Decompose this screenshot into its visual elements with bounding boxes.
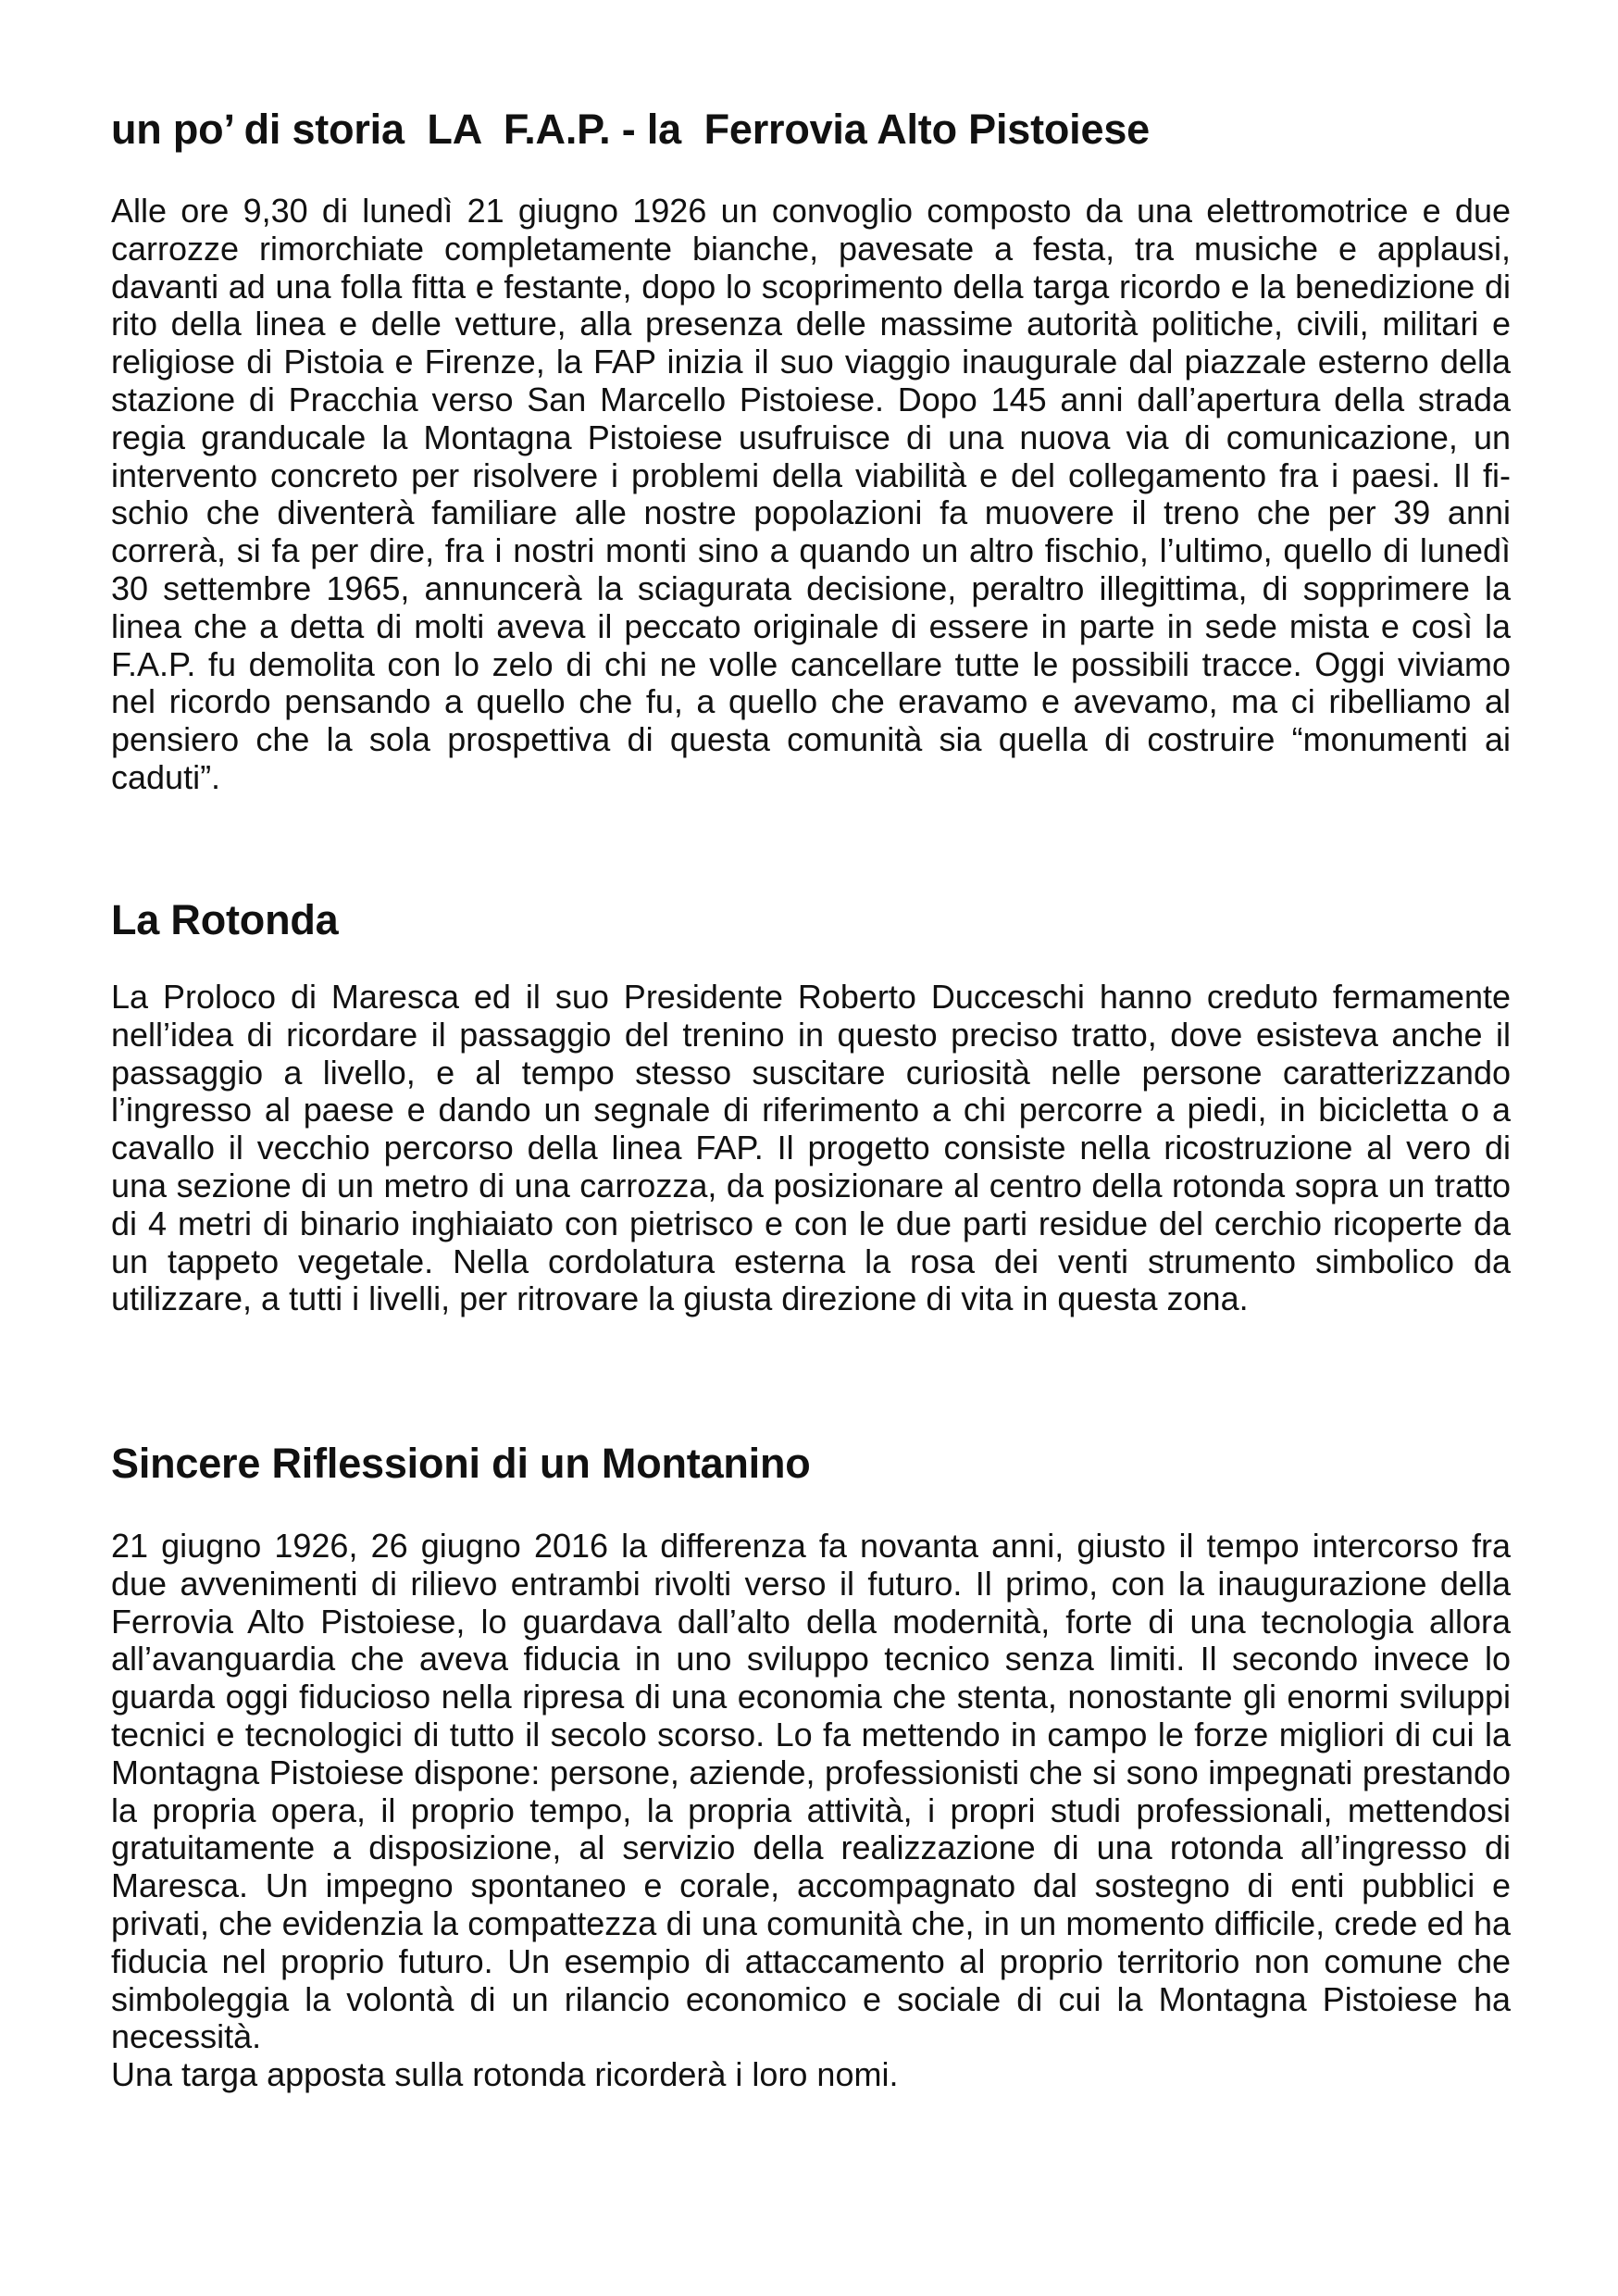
section-body-fap-history: Alle ore 9,30 di lunedì 21 giugno 1926 un convoglio composto da una elettromotrice e due carrozze rimorchiate completamente bianche, pavesate a festa, tra musiche e applausi, davanti ad una folla fitta e festante, dopo lo scoprimento della targa ricordo e la benedizione di rito della linea e delle vetture, alla presenza delle massime autorità politiche, civili, militari e religiose di Pistoia e Firenze, la FAP inizia il suo viaggio inaugurale dal piazzale esterno della stazione di Pracchia verso San Marcello Pistoiese. Dopo 145 anni dall’apertura della strada regia granducale la Montagna Pistoiese usufruisce di una nuova via di comunicazione, un intervento concreto per risolvere i problemi della viabilità e del collegamento fra i paesi. Il fischio che diventerà familiare alle nostre popolazioni fa muovere il treno che per 39 anni correrà, si fa per dire, fra i nostri monti sino a quando un altro fischio, l’ultimo, quello di lunedì 30 settembre 1965, annuncerà la sciagurata decisione, peraltro illegittima, di sopprimere la linea che a detta di molti aveva il peccato originale di essere in parte in sede mista e così la F.A.P. fu demolita con lo zelo di chi ne volle cancellare tutte le possibili tracce. Oggi viviamo nel ricordo pensando a quello che fu, a quello che eravamo e avevamo, ma ci ribelliamo al pensiero che la sola prospettiva di questa comunità sia quella di costruire “monumenti ai caduti”. xyxy=(111,192,1511,796)
section-title-la-rotonda: La Rotonda xyxy=(111,896,339,943)
section-body-la-rotonda: La Proloco di Maresca ed il suo Presidente Roberto Ducceschi hanno creduto fermamente nell’idea di ricordare il passaggio del trenino in questo preciso tratto, dove esisteva anche il passaggio a livello, e al tempo stesso suscitare curiosità nelle persone caratterizzando l’ingresso al paese e dando un segnale di riferimento a chi percorre a piedi, in bicicletta o a cavallo il vecchio percorso della linea FAP. Il progetto consiste nella ricostruzione al vero di una sezione di un metro di una carrozza, da posizionare al centro della rotonda sopra un tratto di 4 metri di binario inghiaiato con pietrisco e con le due parti residue del cerchio ricoperte da un tappeto vegetale. Nella cordolatura esterna la rosa dei venti strumento simbolico da utilizzare, a tutti i livelli, per ritrovare la giusta direzione di vita in questa zona. xyxy=(111,978,1511,1318)
section-closing-line: Una targa apposta sulla rotonda ricorderà i loro nomi. xyxy=(111,2055,899,2094)
section-body-sincere-riflessioni xyxy=(111,1528,1511,2094)
section-title-fap-history: un po’ di storia LA F.A.P. - la Ferrovia Alto Pistoiese xyxy=(111,106,1150,153)
section-body-paragraph: 21 giugno 1926, 26 giugno 2016 la differenza fa novanta anni, giusto il tempo intercorso fra due avvenimenti di rilievo entrambi rivolti verso il futuro. Il primo, con la inaugurazione della Ferrovia Alto Pistoiese, lo guardava dall’alto della modernità, forte di una tecnologia allora all’avanguardia che aveva fiducia in uno sviluppo tecnico senza limiti. Il secondo invece lo guarda oggi fiducioso nella ripresa di una economia che stenta, nonostante gli enormi sviluppi tecnici e tecnologici di tutto il secolo scorso. Lo fa mettendo in campo le forze migliori di cui la Montagna Pistoiese dispone: persone, aziende, professionisti che si sono impegnati prestando la propria opera, il proprio tempo, la propria attività, i propri studi professionali, mettendosi gratuitamente a disposizione, al servizio della realizzazione di una rotonda all’ingresso di Maresca. Un impegno spontaneo e corale, accompagnato dal sostegno di enti pubblici e privati, che evidenzia la compattezza di una comunità che, in un momento difficile, crede ed ha fiducia nel proprio futuro. Un esempio di attaccamento al proprio territorio non comune che simboleggia la volontà di un rilancio economico e sociale di cui la Montagna Pistoiese ha necessità. xyxy=(111,1527,1511,2056)
section-title-sincere-riflessioni: Sincere Riflessioni di un Montanino xyxy=(111,1440,811,1487)
